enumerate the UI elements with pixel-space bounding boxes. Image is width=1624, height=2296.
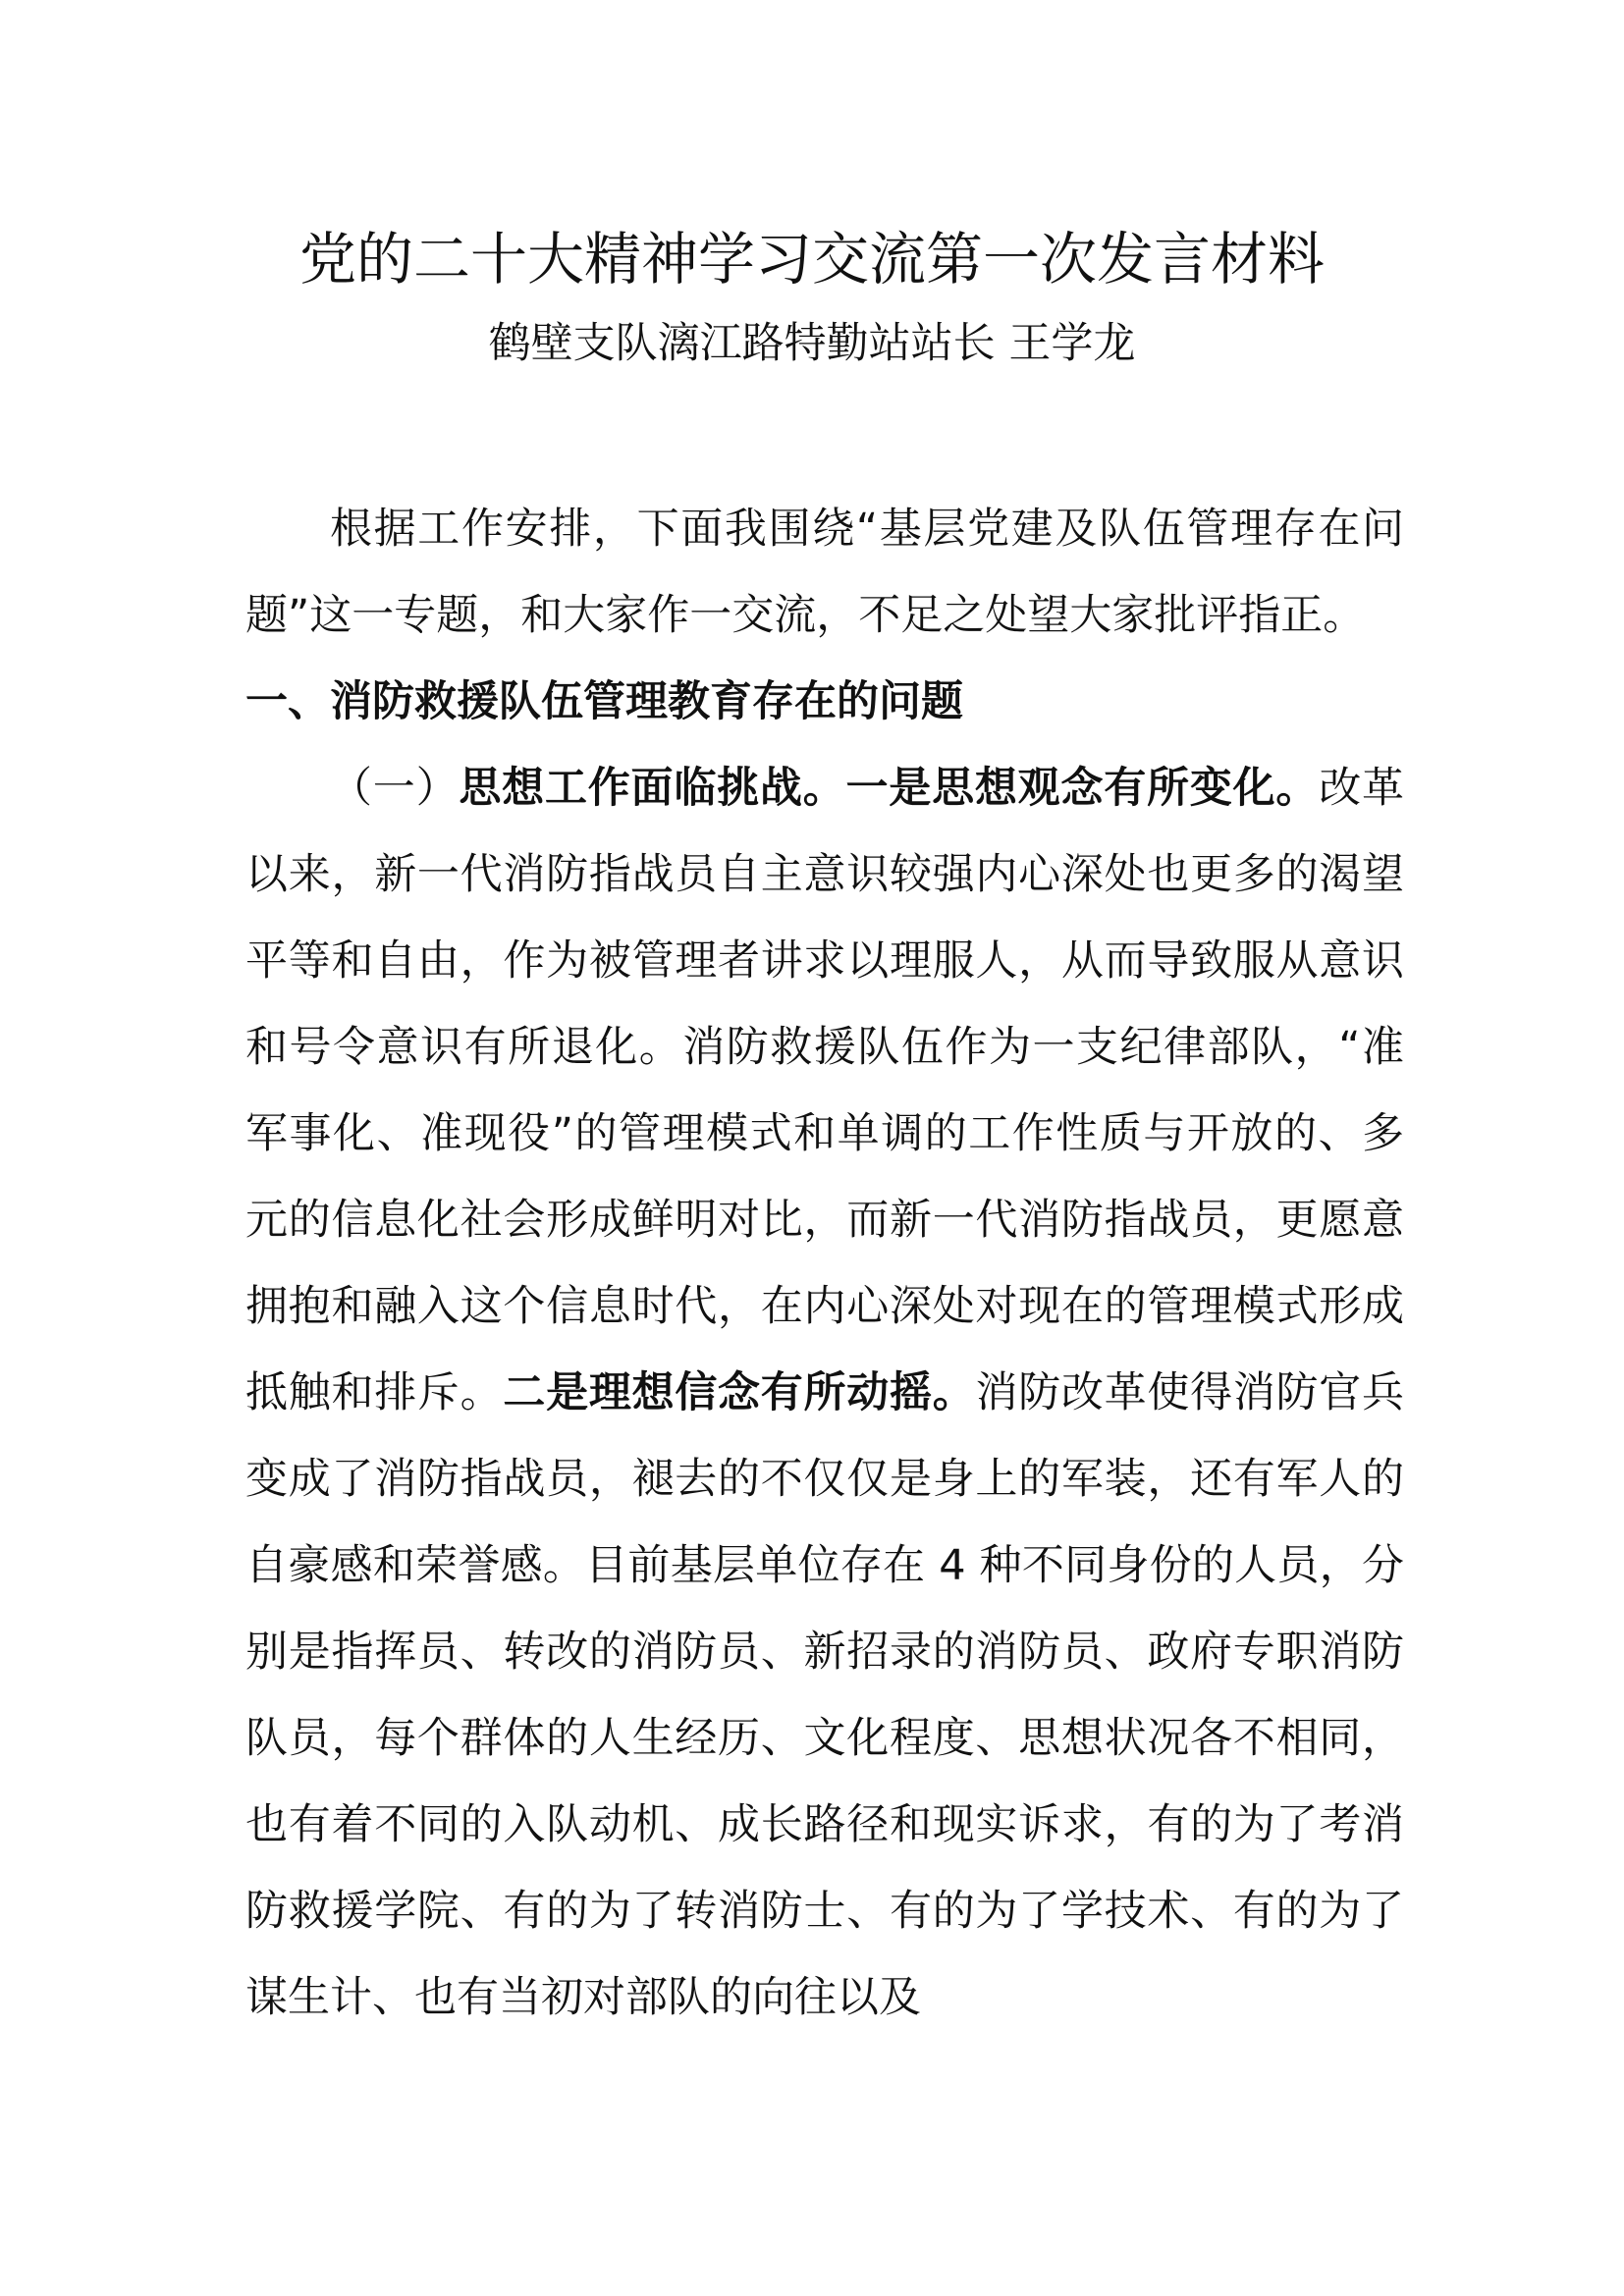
point-1-text: 改革以来，新一代消防指战员自主意识较强内心深处也更多的渴望平等和自由，作为被管理者讲求以理服人，从而导致服从意识和号令意识有所退化。消防救援队伍作为一支纪律部队，“准军事化、准现役”的管理模式和单调的工作性质与开放的、多元的信息化社会形成鲜明对比，而新一代消防指战员，更愿意拥抱和融入这个信息时代，在内心深处对现在的管理模式形成抵触和排斥。: [245, 764, 1405, 1417]
point-2-text: 消防改革使得消防官兵变成了消防指战员，褪去的不仅仅是身上的军装，还有军人的自豪感和荣誉感。目前基层单位存在 4 种不同身份的人员，分别是指挥员、转改的消防员、新招录的消防员、政府专职消防队员，每个群体的人生经历、文化程度、思想状况各不相同，也有着不同的入队动机、成长路径和现实诉求，有的为了考消防救援学院、有的为了转消防士、有的为了学技术、有的为了谋生计、也有当初对部队的向往以及: [245, 1368, 1405, 2022]
document-title: 党的二十大精神学习交流第一次发言材料: [298, 226, 1325, 293]
document-body: [245, 486, 1404, 2041]
subsection-marker: （一）: [330, 764, 460, 813]
intro-paragraph: 根据工作安排，下面我围绕“基层党建及队伍管理存在问题”这一专题，和大家作一交流，不足之处望大家批评指正。: [245, 505, 1404, 640]
subsection-paragraph: [245, 745, 1404, 2041]
point-2-title: 二是理想信念有所动摇。: [503, 1368, 976, 1417]
subsection-title: 思想工作面临挑战。: [459, 764, 846, 813]
document-author-line: 鹤壁支队漓江路特勤站站长 王学龙: [488, 319, 1136, 368]
point-1-title: 一是思想观念有所变化。: [845, 764, 1320, 813]
section-heading: 一、消防救援队伍管理教育存在的问题: [245, 677, 963, 726]
